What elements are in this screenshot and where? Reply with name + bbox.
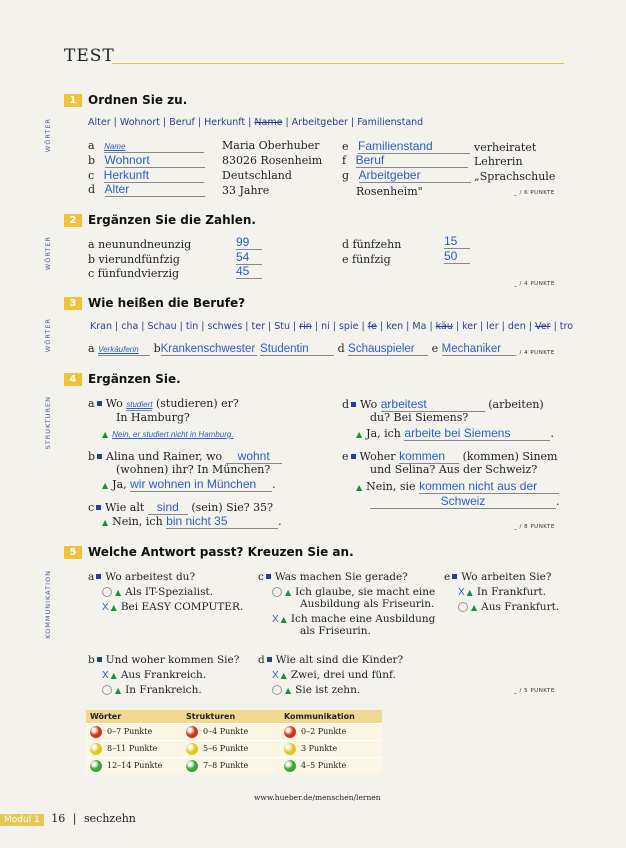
letter: b: [88, 154, 96, 167]
page-number: 16: [51, 812, 66, 825]
module-tag: Modul 1: [0, 814, 44, 826]
q-part: Wo: [360, 398, 378, 411]
cross-mark: X: [102, 602, 109, 613]
answer-text: bin nicht 35: [166, 514, 228, 528]
green-dot-icon: [284, 760, 296, 772]
answer-text: Krankenschwester: [160, 343, 256, 355]
s5-b-question: [88, 654, 239, 666]
answer-text: Schweiz: [440, 494, 486, 508]
score-text: 7–8 Punkte: [203, 761, 249, 770]
s5-c-question: [258, 571, 435, 583]
letter: b: [153, 342, 161, 355]
score-cell: [280, 724, 382, 741]
letter: b: [88, 654, 95, 666]
square-icon: [351, 402, 356, 407]
title-rule: [112, 63, 564, 64]
triangle-icon: ▲: [102, 430, 109, 439]
letter: a: [88, 139, 95, 152]
letter: a: [88, 397, 95, 410]
q-part: (arbeiten): [488, 398, 544, 411]
square-icon: [266, 574, 271, 579]
s5-d-option-1[interactable]: [272, 669, 403, 681]
s4-e-field[interactable]: [399, 449, 459, 464]
answer-field[interactable]: [105, 153, 205, 168]
square-icon: [97, 401, 102, 406]
triangle-icon: ▲: [356, 430, 363, 439]
section-4-number: 4: [64, 373, 82, 386]
section-1-number: 1: [64, 94, 82, 107]
letter: e: [431, 342, 439, 355]
a-part: Ja,: [112, 478, 127, 491]
s4-c-answer: ▲ Nein, ich bin nicht 35 .: [102, 514, 282, 528]
syllables-a: Kran | cha | Schau | tin | schwes | ter | Stu |: [90, 321, 300, 332]
square-icon: [96, 505, 101, 510]
answer-field[interactable]: [359, 168, 471, 183]
letter: c: [88, 169, 95, 182]
syllable-struck: fe: [367, 321, 377, 332]
s1-value-g: „Sprachschule: [474, 170, 556, 183]
q-part: Woher: [359, 450, 396, 463]
score-cell: [182, 724, 280, 741]
s3-points: _ / 4 PUNKTE: [514, 350, 555, 356]
score-header-words: Wörter: [86, 710, 182, 724]
page-number-word: sechzehn: [84, 812, 136, 825]
s1-value-f: Lehrerin: [474, 155, 523, 168]
s3-answer-a[interactable]: [98, 342, 150, 356]
score-text: 4–5 Punkte: [301, 761, 347, 770]
option-text: Zwei, drei und fünf.: [290, 669, 396, 681]
q-part: Wie alt: [105, 501, 145, 514]
answer-text: arbeite bei Siemens: [404, 426, 511, 440]
letter: e: [444, 571, 451, 583]
option-text: Sie ist zehn.: [295, 684, 361, 696]
s5-b: [88, 654, 239, 696]
score-cell: [182, 758, 280, 775]
answer-text: kommen: [399, 449, 446, 463]
option-text: Ich mache eine Ausbildung: [290, 613, 436, 625]
section-5-side-label: KOMMUNIKATION: [44, 570, 52, 639]
syllables-c: | ken | Ma |: [376, 321, 436, 332]
letter: c: [88, 267, 95, 280]
letter: c: [88, 501, 95, 514]
s3-answer-c[interactable]: [260, 342, 334, 356]
option-text: Ich glaube, sie macht eine: [295, 586, 436, 598]
letter: c: [258, 571, 264, 583]
s1-row-c: [88, 168, 204, 183]
triangle-icon: ▲: [110, 603, 117, 612]
s4-b-answer: ▲ Ja, wir wohnen in München .: [102, 477, 276, 491]
score-text: 12–14 Punkte: [107, 761, 163, 770]
s4-b-answer-field[interactable]: [130, 477, 272, 492]
number-word: fünfundvierzig: [97, 267, 180, 280]
score-text: 5–6 Punkte: [203, 744, 249, 753]
cross-mark: X: [272, 614, 279, 625]
answer-text: Wohnort: [104, 153, 150, 167]
letter: d: [258, 654, 265, 666]
letter: d: [88, 183, 96, 196]
section-2-number: 2: [64, 214, 82, 227]
s2-answer-d[interactable]: [444, 234, 470, 249]
s5-c-option-1b: Ausbildung als Friseurin.: [300, 598, 435, 610]
letter: e: [342, 253, 349, 266]
s2-row-d: [342, 238, 401, 251]
s4-d-answer: ▲ Ja, ich arbeite bei Siemens .: [356, 426, 554, 440]
a-part: Nein, sie: [366, 480, 416, 493]
score-text: 8–11 Punkte: [107, 744, 158, 753]
radio-circle: [272, 587, 282, 597]
s5-e: [444, 571, 559, 613]
score-cell: [86, 741, 182, 758]
s4-b-field[interactable]: [226, 449, 282, 464]
yellow-dot-icon: [90, 743, 102, 755]
letter: a: [88, 342, 95, 355]
s3-answer-e[interactable]: [442, 342, 514, 356]
answer-text: Beruf: [355, 153, 385, 167]
s4-a-answer: [102, 427, 234, 440]
score-table: [86, 710, 382, 774]
s3-answer-d[interactable]: [348, 342, 428, 356]
square-icon: [267, 657, 272, 662]
a-part: Nein, ich: [112, 515, 163, 528]
q-part: (kommen) Sinem: [462, 450, 558, 463]
section-4-title: Ergänzen Sie.: [88, 372, 181, 386]
word-bank-text-a: Alter | Wohnort | Beruf | Herkunft |: [88, 117, 255, 128]
s5-points: _ / 5 PUNKTE: [514, 688, 555, 694]
answer-text: studiert: [126, 400, 153, 409]
q-part: Wo: [105, 397, 123, 410]
q-text: Wo arbeiten Sie?: [461, 571, 552, 583]
s4-points: _ / 8 PUNKTE: [514, 524, 555, 530]
s1-row-a: [88, 139, 204, 153]
option-text: Aus Frankfurt.: [481, 601, 560, 613]
section-3-side-label: WÖRTER: [44, 318, 52, 353]
section-3-number: 3: [64, 297, 82, 310]
s2-points: _ / 4 PUNKTE: [514, 281, 555, 287]
score-text: 0–4 Punkte: [203, 727, 249, 736]
score-cell: [280, 758, 382, 775]
triangle-icon: ▲: [285, 686, 292, 695]
letter: d: [337, 342, 345, 355]
footer: [0, 812, 136, 825]
word-bank-struck: Name: [254, 117, 283, 128]
s4-e-answer: [356, 479, 559, 494]
page-title: TEST: [64, 46, 115, 66]
q-text: Was machen Sie gerade?: [274, 571, 408, 583]
section-5-title: Welche Antwort passt? Kreuzen Sie an.: [88, 545, 354, 559]
answer-text: Alter: [104, 182, 130, 196]
answer-text: Verkäuferin: [98, 345, 139, 354]
green-dot-icon: [186, 760, 198, 772]
s2-row-b: [88, 253, 180, 266]
number-word: fünfzig: [352, 253, 391, 266]
q-part: Alina und Rainer, wo: [106, 450, 223, 463]
s5-c-option-2b: als Friseurin.: [300, 625, 371, 637]
letter: e: [342, 450, 349, 463]
letter: f: [342, 154, 347, 167]
syllables-d: | ker | ler | den |: [452, 321, 536, 332]
letter: g: [342, 169, 350, 182]
s4-c-field[interactable]: [148, 500, 188, 515]
triangle-icon: ▲: [471, 603, 478, 612]
section-1-side-label: WÖRTER: [44, 118, 52, 153]
letter: a: [88, 571, 95, 583]
number-word: vierundfünfzig: [98, 253, 180, 266]
triangle-icon: ▲: [102, 481, 109, 490]
s2-row-a: [88, 238, 191, 251]
option-text: In Frankfurt.: [476, 586, 546, 598]
square-icon: [96, 574, 101, 579]
answer-text: 99: [236, 235, 250, 249]
s2-answer-b[interactable]: [236, 250, 262, 265]
s5-b-option-2[interactable]: [102, 684, 239, 696]
syllable-struck: käu: [435, 321, 453, 332]
option-text: Als IT-Spezialist.: [125, 586, 214, 598]
number-word: neunundneunzig: [98, 238, 192, 251]
answer-text: Herkunft: [103, 168, 150, 182]
s1-row-g: [342, 168, 471, 183]
s4-e-answer-field[interactable]: [419, 479, 559, 494]
s2-row-e: [342, 253, 391, 266]
q-part: (studieren) er?: [155, 397, 239, 410]
q-text: Wie alt sind die Kinder?: [275, 654, 404, 666]
q-text: Und woher kommen Sie?: [105, 654, 240, 666]
score-header-structures: Strukturen: [182, 710, 280, 724]
letter: d: [342, 238, 350, 251]
s1-value-a: Maria Oberhuber: [222, 139, 320, 152]
s1-row-b: [88, 153, 205, 168]
s4-d-field[interactable]: [381, 397, 485, 412]
letter: b: [88, 253, 96, 266]
score-header-communication: Kommunikation: [280, 710, 382, 724]
syllables-e: | tro: [550, 321, 574, 332]
triangle-icon: ▲: [115, 588, 122, 597]
s1-value-d: 33 Jahre: [222, 184, 270, 197]
score-cell: [280, 741, 382, 758]
option-text: In Frankreich.: [125, 684, 202, 696]
square-icon: [97, 657, 102, 662]
s4-c-question: [88, 500, 273, 515]
s2-answer-c[interactable]: [236, 264, 262, 279]
s5-d-question: [258, 654, 403, 666]
score-text: 0–7 Punkte: [107, 727, 153, 736]
answer-text: 50: [444, 249, 458, 263]
triangle-icon: ▲: [110, 671, 117, 680]
triangle-icon: ▲: [356, 483, 363, 492]
red-dot-icon: [90, 726, 102, 738]
s5-e-question: [444, 571, 559, 583]
section-2-title: Ergänzen Sie die Zahlen.: [88, 213, 256, 227]
triangle-icon: ▲: [102, 518, 109, 527]
answer-text: arbeitest: [380, 397, 427, 411]
answer-text: Familienstand: [358, 139, 433, 153]
a-part: Ja, ich: [366, 427, 401, 440]
answer-text: wohnt: [237, 449, 270, 463]
answer-field[interactable]: [356, 153, 468, 168]
syllable-struck: rin: [299, 321, 312, 332]
answer-field[interactable]: [104, 168, 204, 183]
answer-text: Nein, er studiert nicht in Hamburg.: [112, 430, 234, 439]
letter: e: [342, 140, 349, 153]
triangle-icon: ▲: [280, 671, 287, 680]
yellow-dot-icon: [186, 743, 198, 755]
syllables-b: | ni | spie |: [311, 321, 368, 332]
cross-mark: X: [102, 670, 109, 681]
s4-a-question-2: In Hamburg?: [116, 411, 190, 424]
s2-answer-a[interactable]: [236, 235, 262, 250]
section-3-syllables: [90, 321, 573, 332]
s5-d-option-2[interactable]: [272, 684, 403, 696]
score-text: 3 Punkte: [301, 744, 338, 753]
yellow-dot-icon: [284, 743, 296, 755]
s5-d: [258, 654, 403, 696]
green-dot-icon: [90, 760, 102, 772]
s5-c-option-1[interactable]: [272, 586, 435, 598]
letter: a: [88, 238, 95, 251]
number-word: fünfzehn: [352, 238, 402, 251]
s1-row-e: [342, 139, 470, 154]
s1-value-g-cont: Rosenheim": [356, 185, 423, 198]
answer-text: Arbeitgeber: [358, 168, 421, 182]
answer-text: 15: [444, 234, 458, 248]
section-4-side-label: STRUKTUREN: [44, 396, 52, 450]
red-dot-icon: [186, 726, 198, 738]
section-3-title: Wie heißen die Berufe?: [88, 296, 246, 310]
s1-value-e: verheiratet: [474, 141, 537, 154]
answer-field[interactable]: [358, 139, 470, 154]
s5-c: [258, 571, 435, 637]
s4-a-question: [88, 397, 239, 411]
section-1-title: Ordnen Sie zu.: [88, 93, 188, 107]
answer-text: Name: [104, 142, 126, 151]
s4-e-answer-2[interactable]: Schweiz .: [370, 494, 560, 509]
answer-text: kommen nicht aus der: [419, 479, 538, 493]
footer-separator: |: [72, 812, 77, 825]
triangle-icon: ▲: [115, 686, 122, 695]
s5-a-option-1[interactable]: [102, 586, 243, 598]
s4-b-question: [88, 449, 282, 464]
section-1-word-bank: [88, 117, 423, 128]
s5-a-option-2[interactable]: [102, 601, 243, 613]
red-dot-icon: [284, 726, 296, 738]
answer-text: 45: [236, 264, 250, 278]
square-icon: [452, 574, 457, 579]
s3-answers: [88, 342, 514, 356]
answer-text: Schauspieler: [348, 343, 415, 355]
radio-circle: [458, 602, 468, 612]
s4-d-answer-field[interactable]: [404, 426, 550, 441]
word-bank-text-b: | Arbeitgeber | Familienstand: [282, 117, 424, 128]
triangle-icon: ▲: [466, 588, 473, 597]
s5-a: [88, 571, 243, 613]
s5-b-option-1[interactable]: [102, 669, 239, 681]
website-link[interactable]: www.hueber.de/menschen/lernen: [254, 793, 381, 802]
cross-mark: X: [458, 587, 465, 598]
letter: d: [342, 398, 350, 411]
answer-text: 54: [236, 250, 250, 264]
s3-answer-b[interactable]: [161, 342, 257, 356]
radio-circle: [102, 587, 112, 597]
s5-e-option-2[interactable]: [458, 601, 559, 613]
answer-field[interactable]: [104, 139, 204, 153]
option-text: Bei EASY COMPUTER.: [120, 601, 244, 613]
answer-text: sind: [156, 500, 179, 514]
s2-row-c: [88, 267, 179, 280]
answer-text: wir wohnen in München: [130, 477, 257, 491]
cross-mark: X: [272, 670, 279, 681]
square-icon: [97, 454, 102, 459]
q-part: (sein) Sie? 35?: [191, 501, 274, 514]
s4-c-answer-field[interactable]: [166, 514, 278, 529]
letter: b: [88, 450, 96, 463]
syllable-struck: Ver: [535, 321, 551, 332]
s1-row-f: [342, 153, 468, 168]
answer-text: Studentin: [260, 343, 309, 355]
triangle-icon: ▲: [280, 615, 287, 624]
s1-value-b: 83026 Rosenheim: [222, 154, 323, 167]
answer-field[interactable]: [105, 182, 205, 197]
s5-c-option-2[interactable]: [272, 613, 435, 625]
radio-circle: [272, 685, 282, 695]
s1-value-c: Deutschland: [222, 169, 292, 182]
s1-points: _ / 6 PUNKTE: [514, 190, 555, 196]
option-text: Aus Frankreich.: [120, 669, 207, 681]
s4-b-question-2: (wohnen) ihr? In München?: [116, 463, 271, 476]
s5-e-option-1[interactable]: [458, 586, 559, 598]
s5-a-question: [88, 571, 243, 583]
s4-d-question-2: du? Bei Siemens?: [370, 411, 469, 424]
s4-e-question: [342, 449, 557, 464]
q-text: Wo arbeitest du?: [105, 571, 196, 583]
s4-d-question: [342, 397, 544, 412]
s4-e-question-2: und Selina? Aus der Schweiz?: [370, 463, 538, 476]
radio-circle: [102, 685, 112, 695]
section-2-side-label: WÖRTER: [44, 236, 52, 271]
s4-a-field[interactable]: [126, 397, 152, 411]
s1-row-d: [88, 182, 205, 197]
score-cell: [182, 741, 280, 758]
square-icon: [351, 454, 356, 459]
section-5-number: 5: [64, 546, 82, 559]
s2-answer-e[interactable]: [444, 249, 470, 264]
score-cell: [86, 724, 182, 741]
triangle-icon: ▲: [285, 588, 292, 597]
score-text: 0–2 Punkte: [301, 727, 347, 736]
answer-text: Mechaniker: [441, 343, 502, 355]
score-cell: [86, 758, 182, 775]
